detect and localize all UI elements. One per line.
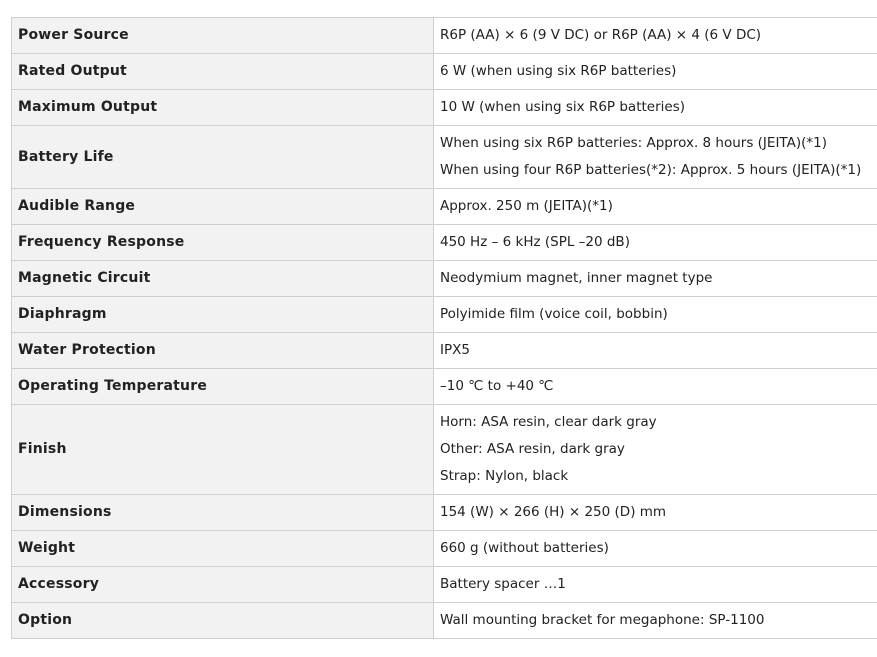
row-label-water-protection: Water Protection	[12, 333, 434, 369]
value-line: 660 g (without batteries)	[440, 540, 609, 556]
row-value-magnetic-circuit	[434, 261, 877, 297]
row-label-power-source: Power Source	[12, 18, 434, 54]
row-value-operating-temperature	[434, 369, 877, 405]
value-line: Wall mounting bracket for megaphone: SP-1100	[440, 612, 765, 628]
table-row	[12, 333, 877, 369]
row-label-audible-range: Audible Range	[12, 189, 434, 225]
value-line: 10 W (when using six R6P batteries)	[440, 99, 685, 115]
row-value-accessory	[434, 567, 877, 603]
value-line: Neodymium magnet, inner magnet type	[440, 270, 713, 286]
value-line: Other: ASA resin, dark gray	[440, 441, 625, 457]
value-line: –10 ℃ to +40 ℃	[440, 378, 554, 394]
value-line: 6 W (when using six R6P batteries)	[440, 63, 677, 79]
table-row	[12, 369, 877, 405]
row-value-audible-range	[434, 189, 877, 225]
row-value-weight	[434, 531, 877, 567]
table-row	[12, 603, 877, 639]
row-value-maximum-output	[434, 90, 877, 126]
row-value-diaphragm	[434, 297, 877, 333]
table-row	[12, 90, 877, 126]
value-line: Battery spacer …1	[440, 576, 566, 592]
row-value-battery-life	[434, 126, 877, 189]
table-row	[12, 405, 877, 495]
table-row	[12, 126, 877, 189]
row-value-finish	[434, 405, 877, 495]
spec-table	[11, 17, 877, 639]
row-value-rated-output	[434, 54, 877, 90]
row-label-weight: Weight	[12, 531, 434, 567]
value-line: When using six R6P batteries: Approx. 8 hours (JEITA)(*1)	[440, 135, 827, 151]
row-label-operating-temperature: Operating Temperature	[12, 369, 434, 405]
value-line: R6P (AA) × 6 (9 V DC) or R6P (AA) × 4 (6 V DC)	[440, 27, 762, 43]
row-label-maximum-output: Maximum Output	[12, 90, 434, 126]
row-label-magnetic-circuit: Magnetic Circuit	[12, 261, 434, 297]
value-line: Approx. 250 m (JEITA)(*1)	[440, 198, 613, 214]
table-row	[12, 54, 877, 90]
table-row	[12, 531, 877, 567]
table-row	[12, 18, 877, 54]
row-value-dimensions	[434, 495, 877, 531]
value-line: When using four R6P batteries(*2): Approx. 5 hours (JEITA)(*1)	[440, 162, 862, 178]
table-row	[12, 495, 877, 531]
row-value-power-source	[434, 18, 877, 54]
row-value-frequency-response	[434, 225, 877, 261]
row-label-diaphragm: Diaphragm	[12, 297, 434, 333]
table-row	[12, 225, 877, 261]
table-row	[12, 189, 877, 225]
value-line: IPX5	[440, 342, 470, 358]
table-row	[12, 567, 877, 603]
row-label-rated-output: Rated Output	[12, 54, 434, 90]
row-label-option: Option	[12, 603, 434, 639]
row-label-finish: Finish	[12, 405, 434, 495]
row-label-dimensions: Dimensions	[12, 495, 434, 531]
value-line: 154 (W) × 266 (H) × 250 (D) mm	[440, 504, 667, 520]
row-label-frequency-response: Frequency Response	[12, 225, 434, 261]
value-line: 450 Hz – 6 kHz (SPL –20 dB)	[440, 234, 630, 250]
row-label-battery-life: Battery Life	[12, 126, 434, 189]
table-row	[12, 261, 877, 297]
table-row	[12, 297, 877, 333]
spec-table-container	[11, 17, 877, 639]
value-line: Horn: ASA resin, clear dark gray	[440, 414, 657, 430]
value-line: Strap: Nylon, black	[440, 468, 569, 484]
value-line: Polyimide film (voice coil, bobbin)	[440, 306, 668, 322]
row-label-accessory: Accessory	[12, 567, 434, 603]
row-value-option	[434, 603, 877, 639]
row-value-water-protection	[434, 333, 877, 369]
